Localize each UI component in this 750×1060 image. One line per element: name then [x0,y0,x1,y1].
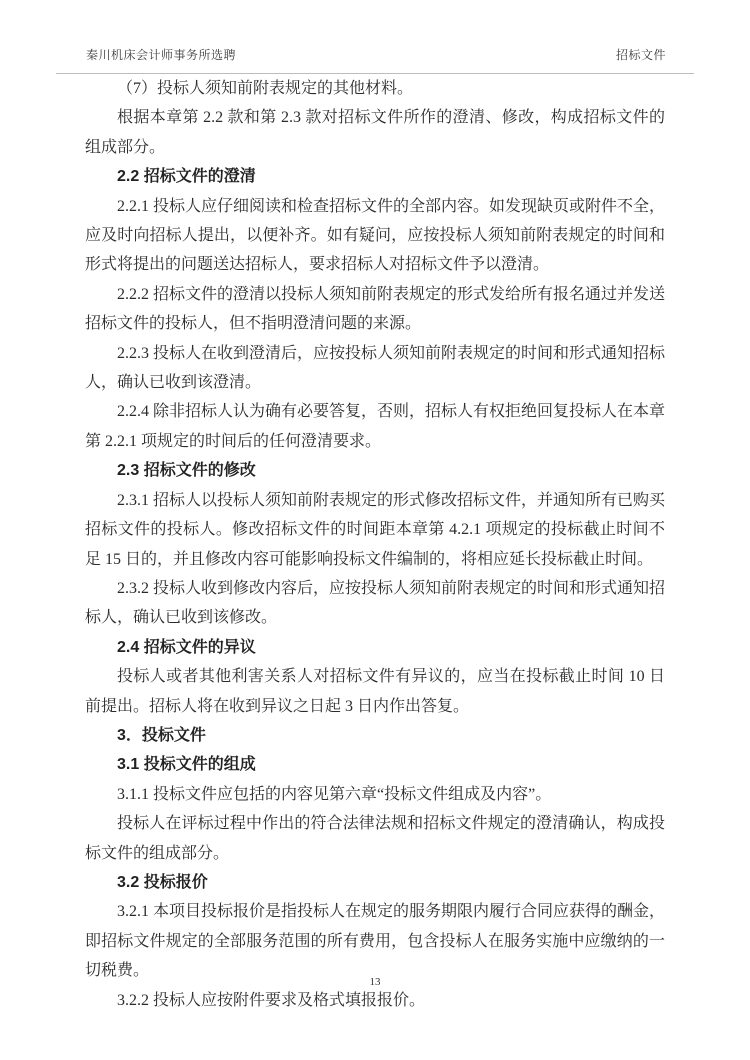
page-header [56,47,694,74]
body-paragraph: 2.2.4 除非招标人认为确有必要答复，否则，招标人有权拒绝回复投标人在本章第 2.2.1 项规定的时间后的任何澄清要求。 [85,403,666,450]
section-heading: 3.1 投标文件的组成 [117,756,256,774]
page-number: 13 [369,976,381,988]
section-heading: 3.2 投标报价 [117,873,208,891]
page-footer [0,974,750,990]
section-heading: 3．投标文件 [117,726,206,744]
header-right-title: 招标文件 [615,48,666,62]
body-paragraph: 2.3.2 投标人收到修改内容后，应按投标人须知前附表规定的时间和形式通知招标人，确认已收到该修改。 [85,579,666,627]
body-paragraph: 3.2.1 本项目投标报价是指投标人在规定的服务期限内履行合同应获得的酬金，即招标文件规定的全部服务范围的所有费用，包含投标人在服务实施中应缴纳的一切税费。 [85,903,666,980]
section-heading: 2.2 招标文件的澄清 [117,168,256,186]
body-paragraph: 2.2.2 招标文件的澄清以投标人须知前附表规定的形式发给所有报名通过并发送招标文件的投标人，但不指明澄清问题的来源。 [85,285,666,333]
body-paragraph: 3.1.1 投标文件应包括的内容见第六章“投标文件组成及内容”。 [117,785,552,803]
body-paragraph: （7）投标人须知前附表规定的其他材料。 [117,80,414,97]
document-body [85,74,665,1015]
body-paragraph: 3.2.2 投标人应按附件要求及格式填报报价。 [117,991,426,1009]
section-heading: 2.4 招标文件的异议 [117,638,256,656]
section-heading: 2.3 招标文件的修改 [117,462,256,480]
header-left-title: 秦川机床会计师事务所选聘 [86,48,237,62]
body-paragraph: 2.2.1 投标人应仔细阅读和检查招标文件的全部内容。如发现缺页或附件不全，应及时向招标人提出，以便补齐。如有疑问，应按投标人须知前附表规定的时间和形式将提出的问题送达招标人，要求招标人对招标文件予以澄清。 [85,197,666,274]
body-paragraph: 2.3.1 招标人以投标人须知前附表规定的形式修改招标文件，并通知所有已购买招标文件的投标人。修改招标文件的时间距本章第 4.2.1 项规定的投标截止时间不足 15 日的，并且修改内容可能影响投标文件编制的，将相应延长投标截止时间。 [85,491,666,568]
body-paragraph: 2.2.3 投标人在收到澄清后，应按投标人须知前附表规定的时间和形式通知招标人，确认已收到该澄清。 [85,344,666,392]
body-paragraph: 投标人或者其他利害关系人对招标文件有异议的，应当在投标截止时间 10 日前提出。招标人将在收到异议之日起 3 日内作出答复。 [85,668,665,715]
body-paragraph: 根据本章第 2.2 款和第 2.3 款对招标文件所作的澄清、修改，构成招标文件的组成部分。 [85,109,665,156]
body-paragraph: 投标人在评标过程中作出的符合法律法规和招标文件规定的澄清确认，构成投标文件的组成部分。 [85,815,665,862]
